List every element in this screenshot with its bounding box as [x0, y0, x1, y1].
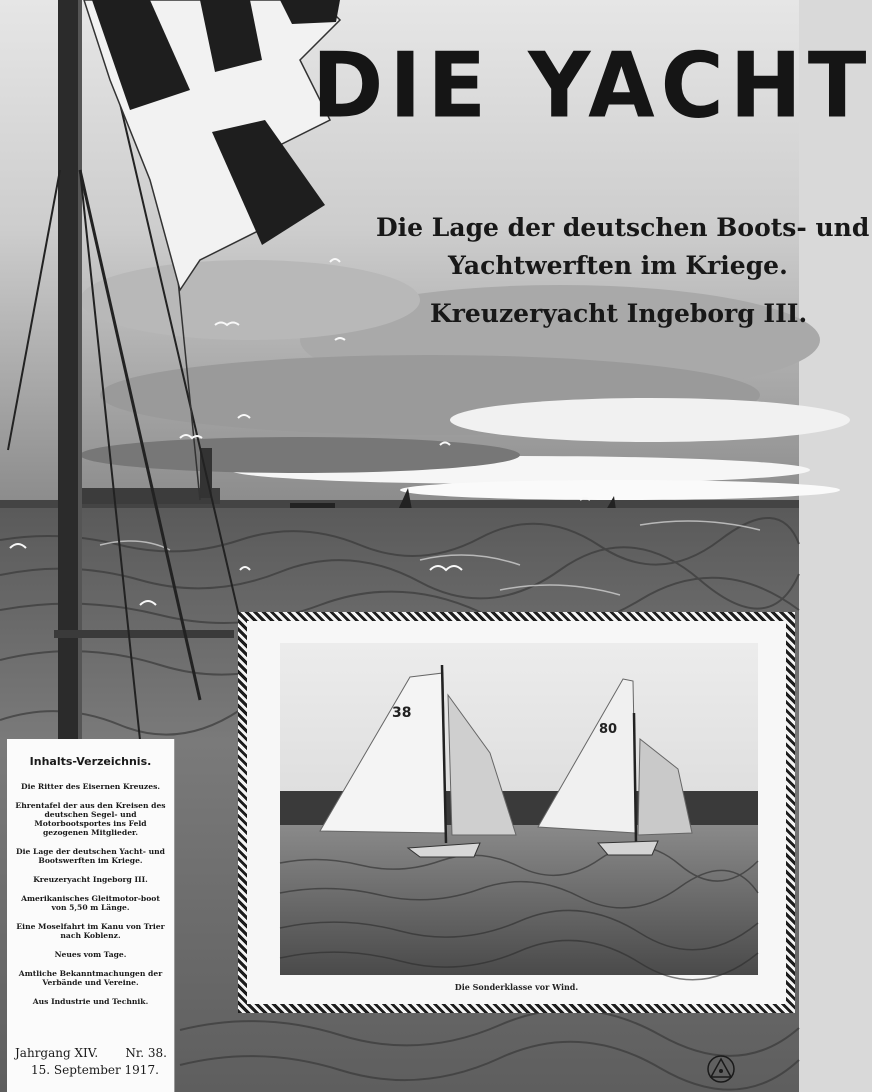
toc-item: Kreuzeryacht Ingeborg III.: [33, 875, 148, 884]
toc-item: Amerikanisches Gleitmotor-boot von 5,50 m Länge.: [21, 894, 160, 912]
sailing-photo-art: [280, 643, 758, 975]
toc-item: Aus Industrie und Technik.: [32, 997, 149, 1006]
toc-item: Die Lage der deutschen Yacht- und Bootswerften im Kriege.: [16, 847, 165, 865]
sail-number-38: 38: [392, 705, 412, 721]
issue-number: Nr. 38.: [125, 1046, 167, 1060]
issue-volume: Jahrgang XIV.: [15, 1046, 99, 1060]
headline-2: Yachtwerften im Kriege.: [448, 251, 788, 280]
publisher-mark-icon: [706, 1054, 736, 1084]
toc-item: Ehrentafel der aus den Kreisen des deutschen Segel- und Motorbootsportes ins Feld gezogenen Mitglieder.: [15, 801, 166, 837]
table-of-contents: [7, 739, 175, 1092]
toc-item: Amtliche Bekanntmachungen der Verbände und Vereine.: [18, 969, 163, 987]
issue-volume-line: [7, 1045, 175, 1062]
photo-caption: Die Sonderklasse vor Wind.: [454, 982, 579, 992]
toc-list: [13, 782, 168, 1006]
issue-info: [7, 1045, 175, 1079]
issue-date: 15. September 1917.: [31, 1063, 159, 1077]
sail-number-80: 80: [599, 722, 618, 737]
toc-item: Die Ritter des Eisernen Kreuzes.: [20, 782, 160, 791]
headline-3: Kreuzeryacht Ingeborg III.: [430, 299, 808, 328]
toc-item: Neues vom Tage.: [54, 950, 127, 959]
toc-item: Eine Moselfahrt im Kanu von Trier nach Koblenz.: [16, 922, 165, 940]
masthead-title: DIE YACHT: [312, 33, 872, 139]
headline-1: Die Lage der deutschen Boots- und: [376, 213, 870, 242]
toc-title: Inhalts-Verzeichnis.: [29, 755, 152, 768]
sailing-photo: [280, 643, 758, 975]
